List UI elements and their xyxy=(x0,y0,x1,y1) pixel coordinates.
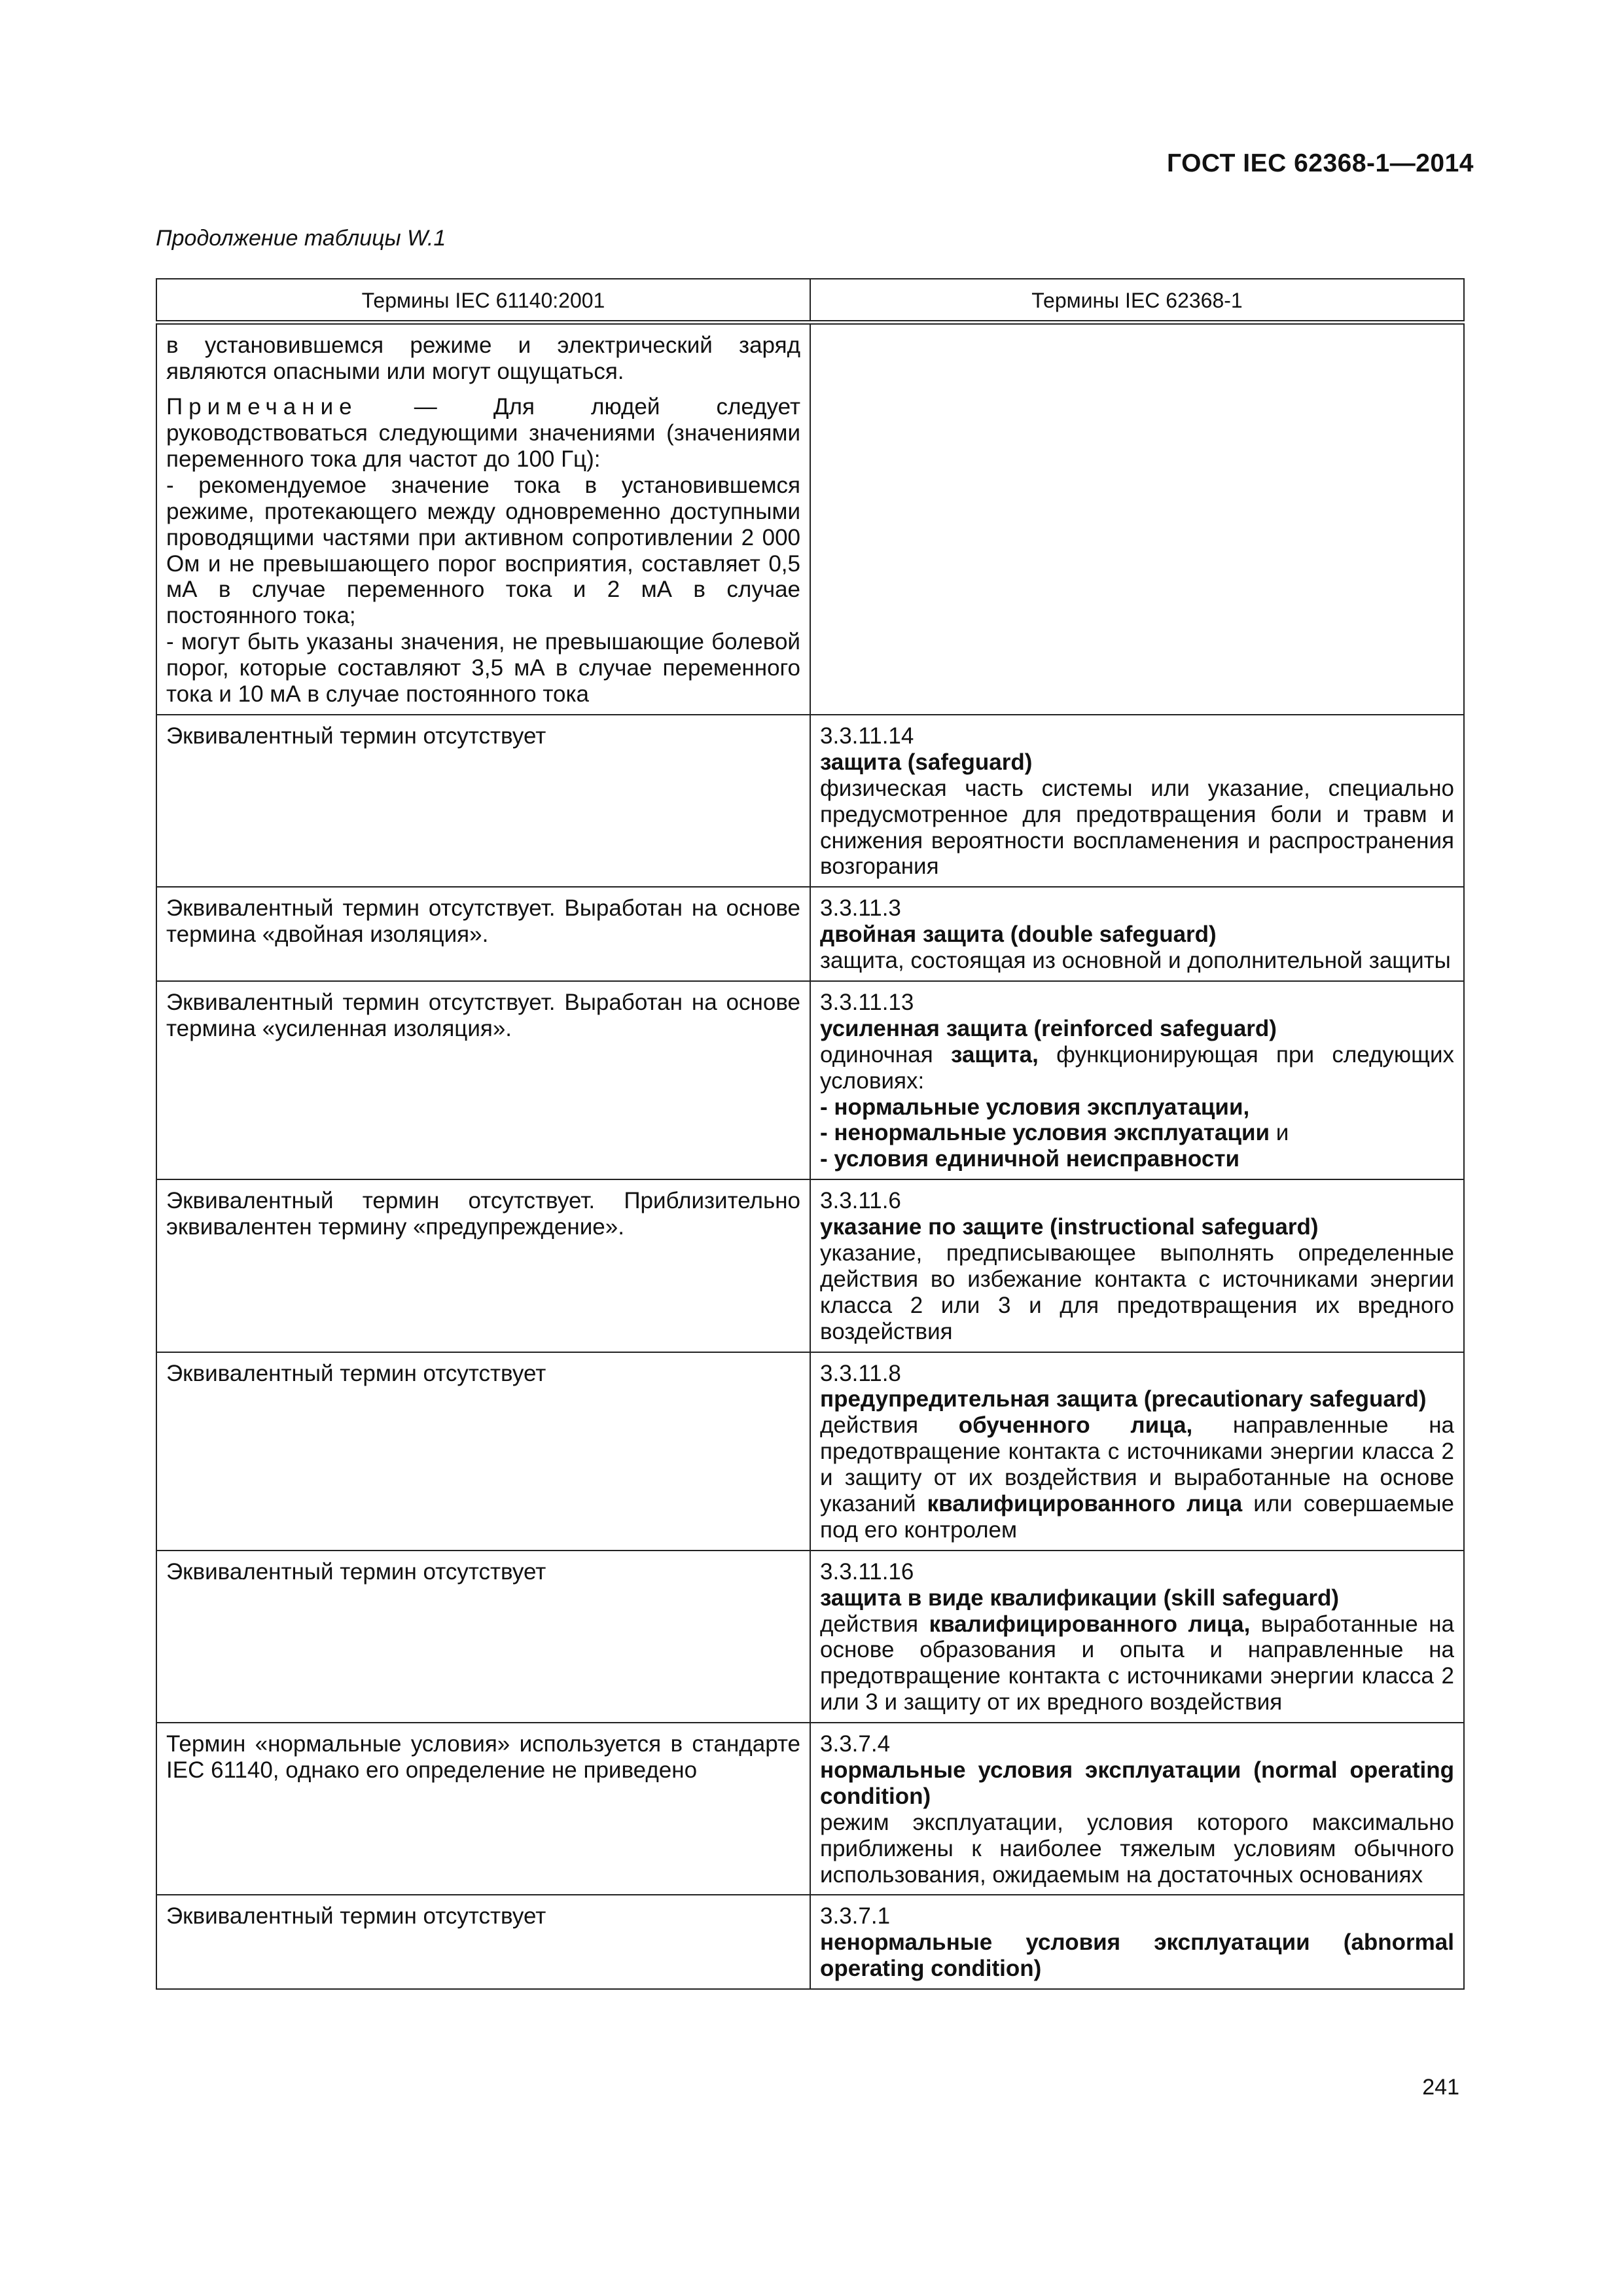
note-text: — Для людей следует руководствоваться следующими значениями (значениями переменного тока для частот до 100 Гц): xyxy=(166,394,800,473)
definition-text: направленные на предотвращение контакта с источниками энергии класса 2 и защиту от их воздействия и выработанные на основе указаний xyxy=(820,1412,1454,1516)
column-header-iec61140: Термины IEC 61140:2001 xyxy=(156,279,810,323)
term-number: 3.3.11.13 xyxy=(820,989,914,1015)
terms-table xyxy=(156,278,1465,1990)
continued-text: в установившемся режиме и электрический заряд являются опасными или могут ощущаться. xyxy=(166,332,800,385)
term-title: предупредительная защита (precautionary safeguard) xyxy=(820,1386,1427,1412)
condition-item xyxy=(820,1120,1454,1146)
term-number: 3.3.11.8 xyxy=(820,1360,901,1386)
term-definition xyxy=(820,1042,1454,1094)
term-number: 3.3.7.4 xyxy=(820,1731,891,1757)
table-row xyxy=(156,981,1464,1179)
condition-item-tail: и xyxy=(1270,1120,1289,1146)
term-title: защита (safeguard) xyxy=(820,749,1033,775)
right-cell xyxy=(810,1895,1464,1989)
note-item: - могут быть указаны значения, не превышающие болевой порог, которые составляют 3,5 мА в случае переменного тока и 10 мА в случае постоянного тока xyxy=(166,629,800,708)
definition-text: одиночная xyxy=(820,1041,952,1067)
term-definition: режим эксплуатации, условия которого максимально приближены к наиболее тяжелым условиям обычного использования, ожидаемым на достаточных основаниях xyxy=(820,1809,1454,1888)
definition-term-ref: квалифицированного лица, xyxy=(929,1611,1251,1637)
right-cell xyxy=(810,981,1464,1179)
term-definition: защита, состоящая из основной и дополнительной защиты xyxy=(820,948,1451,974)
term-title: ненормальные условия эксплуатации (abnormal operating condition) xyxy=(820,1929,1454,1982)
definition-text: действия xyxy=(820,1412,959,1439)
table-row xyxy=(156,1352,1464,1551)
right-cell xyxy=(810,323,1464,715)
left-cell: Эквивалентный термин отсутствует xyxy=(156,1352,810,1551)
note-label: Примечание xyxy=(166,394,358,420)
term-definition: физическая часть системы или указание, специально предусмотренное для предотвращения боли и травм и снижения вероятности воспламенения и распространения возгорания xyxy=(820,775,1454,880)
left-cell: Эквивалентный термин отсутствует xyxy=(156,1551,810,1723)
left-cell xyxy=(156,323,810,715)
table-row xyxy=(156,1895,1464,1989)
term-definition xyxy=(820,1412,1454,1543)
left-cell: Эквивалентный термин отсутствует xyxy=(156,715,810,887)
term-number: 3.3.11.3 xyxy=(820,895,901,922)
right-cell xyxy=(810,1551,1464,1723)
page-number: 241 xyxy=(1422,2075,1459,2100)
term-title: указание по защите (instructional safeguard) xyxy=(820,1214,1319,1240)
term-title: защита в виде квалификации (skill safeguard) xyxy=(820,1585,1340,1611)
term-number: 3.3.11.6 xyxy=(820,1188,901,1214)
table-row xyxy=(156,887,1464,981)
right-cell xyxy=(810,1179,1464,1352)
left-cell: Эквивалентный термин отсутствует. Выработан на основе термина «усиленная изоляция». xyxy=(156,981,810,1179)
note xyxy=(166,394,800,473)
term-number: 3.3.7.1 xyxy=(820,1903,891,1929)
term-number: 3.3.11.14 xyxy=(820,723,914,749)
right-cell xyxy=(810,1723,1464,1895)
term-title: усиленная защита (reinforced safeguard) xyxy=(820,1015,1277,1041)
term-title: двойная защита (double safeguard) xyxy=(820,922,1217,948)
term-number: 3.3.11.16 xyxy=(820,1558,914,1585)
condition-item: - условия единичной неисправности xyxy=(820,1146,1240,1172)
table-caption: Продолжение таблицы W.1 xyxy=(156,226,446,251)
document-code: ГОСТ IEC 62368-1—2014 xyxy=(1166,149,1474,177)
table-row xyxy=(156,1179,1464,1352)
definition-term-ref: обученного лица, xyxy=(958,1412,1193,1439)
table-row xyxy=(156,1551,1464,1723)
definition-text: выработанные на основе образования и опыта и направленные на предотвращение контакта с источниками энергии класса 2 или 3 и защиту от их вредного воздействия xyxy=(820,1611,1454,1715)
left-cell: Эквивалентный термин отсутствует xyxy=(156,1895,810,1989)
definition-text: функционирующая при следующих условиях: xyxy=(820,1041,1454,1094)
table-row xyxy=(156,323,1464,715)
definition-text: действия xyxy=(820,1611,929,1637)
right-cell xyxy=(810,1352,1464,1551)
right-cell xyxy=(810,887,1464,981)
column-header-iec62368: Термины IEC 62368-1 xyxy=(810,279,1464,323)
table-row xyxy=(156,715,1464,887)
term-definition: указание, предписывающее выполнять определенные действия во избежание контакта с источниками энергии класса 2 или 3 и для предотвращения их вредного воздействия xyxy=(820,1240,1454,1344)
definition-term-ref: квалифицированного лица xyxy=(927,1490,1243,1516)
condition-item-text: - ненормальные условия эксплуатации xyxy=(820,1120,1270,1146)
condition-item: - нормальные условия эксплуатации, xyxy=(820,1094,1250,1120)
left-cell: Эквивалентный термин отсутствует. Выработан на основе термина «двойная изоляция». xyxy=(156,887,810,981)
definition-term-ref: защита, xyxy=(951,1041,1039,1067)
definition-text: или совершаемые под его контролем xyxy=(820,1490,1455,1543)
term-definition xyxy=(820,1611,1454,1716)
note-item: - рекомендуемое значение тока в установившемся режиме, протекающего между одновременно доступными проводящими частями при активном сопротивлении 2 000 Ом и не превышающего порог восприятия, составляет 0,5 мА в случае переменного тока и 2 мА в случае постоянного тока; xyxy=(166,472,800,629)
right-cell xyxy=(810,715,1464,887)
left-cell: Термин «нормальные условия» используется в стандарте IEC 61140, однако его определение не приведено xyxy=(156,1723,810,1895)
table-row xyxy=(156,1723,1464,1895)
table-header-row xyxy=(156,279,1464,323)
left-cell: Эквивалентный термин отсутствует. Приблизительно эквивалентен термину «предупреждение». xyxy=(156,1179,810,1352)
term-title: нормальные условия эксплуатации (normal operating condition) xyxy=(820,1757,1454,1809)
